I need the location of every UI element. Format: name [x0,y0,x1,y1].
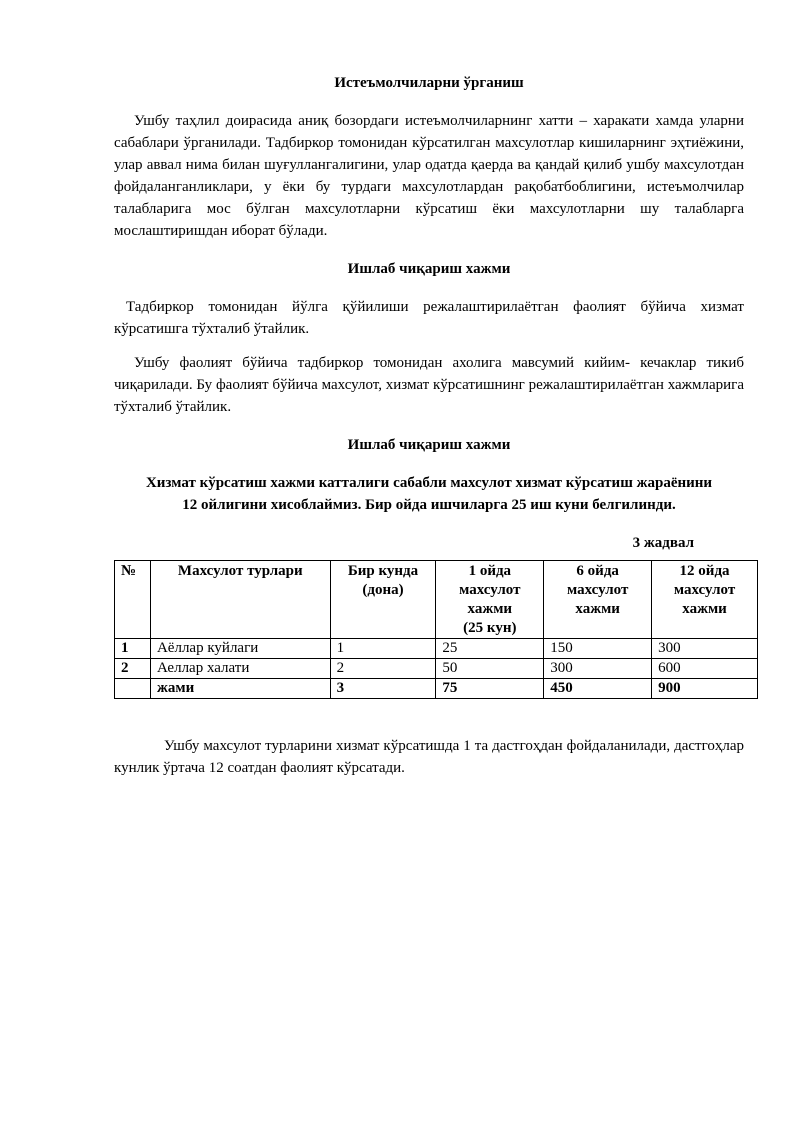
header-12-months: 12 ойда махсулот хажми [652,561,758,639]
row-6-months: 150 [544,639,652,659]
total-label: жами [150,679,330,699]
row-12-months: 300 [652,639,758,659]
header-per-day: Бир кунда (дона) [330,561,436,639]
row-product: Аеллар халати [150,659,330,679]
service-volume-note-line-1: Хизмат кўрсатиш хажми катталиги сабабли махсулот хизмат кўрсатиш жараёнини [145,475,713,491]
header-6-months: 6 ойда махсулот хажми [544,561,652,639]
row-num: 2 [115,659,151,679]
production-paragraph-2: Ушбу фаолият бўйича тадбиркор томонидан ахолига мавсумий кийим- кечаклар тикиб чиқарилади. Бу фаолият бўйича махсулот, хизмат кўрсатишнинг режалаштирилаётган хажмларига тўхталиб ўтайлик. [114,355,744,415]
total-num [115,679,151,699]
row-6-months: 300 [544,659,652,679]
row-1-month: 25 [436,639,544,659]
row-num: 1 [115,639,151,659]
production-table [114,560,758,699]
total-6-months: 450 [544,679,652,699]
row-per-day: 1 [330,639,436,659]
closing-paragraph: Ушбу махсулот турларини хизмат кўрсатишда 1 та дастгоҳдан фойдаланилади, дастгоҳлар кунлик ўртача 12 соатдан фаолият кўрсатади. [114,738,744,776]
production-paragraph-1: Тадбиркор томонидан йўлга қўйилиши режалаштирилаётган фаолият бўйича хизмат кўрсатишга тўхталиб ўтайлик. [114,299,744,337]
total-1-month: 75 [436,679,544,699]
section-title-consumers: Истеъмолчиларни ўрганиш [334,75,524,91]
service-volume-note-line-2: 12 ойлигини хисоблаймиз. Бир ойда ишчиларга 25 иш куни белгилинди. [182,497,676,513]
row-1-month: 50 [436,659,544,679]
table-row [115,659,758,679]
table-total-row [115,679,758,699]
row-product: Аёллар куйлаги [150,639,330,659]
header-1-month: 1 ойда махсулот хажми (25 кун) [436,561,544,639]
total-12-months: 900 [652,679,758,699]
header-product-types: Махсулот турлари [150,561,330,639]
total-per-day: 3 [330,679,436,699]
row-per-day: 2 [330,659,436,679]
section-title-production-volume: Ишлаб чиқариш хажми [347,261,511,277]
table-header-row [115,561,758,639]
section-title-production-volume-2: Ишлаб чиқариш хажми [347,437,511,453]
table-row [115,639,758,659]
row-12-months: 600 [652,659,758,679]
header-num: № [115,561,151,639]
table-caption: 3 жадвал [632,535,694,551]
consumers-paragraph: Ушбу таҳлил доирасида аниқ бозордаги истеъмолчиларнинг хатти – харакати хамда уларни сабаблари ўрганилади. Тадбиркор томонидан кўрсатилган махсулотлар кишиларнинг эҳтиёжини, улар аввал нима билан шуғуллангалигини, улар одатда қаерда ва қандай қилиб ушбу махсулотдан фойдаланганликлари, у ёки бу турдаги махсулотлардан рақобатбоблигини, истеъмолчилар талабларига мос бўлган махсулотларни кўрсатиш ёки махсулотларни шу талабларга мослаштиришдан иборат бўлади. [114,113,744,239]
